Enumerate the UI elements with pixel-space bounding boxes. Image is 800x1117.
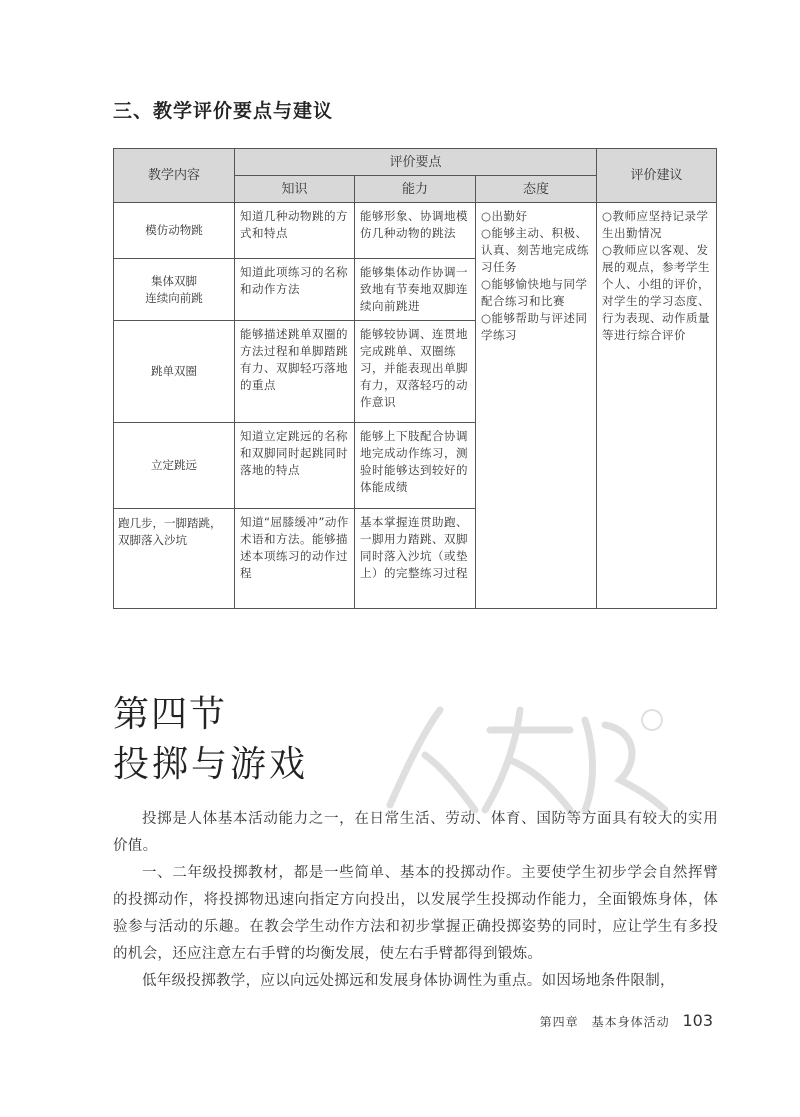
row-ability: 基本掌握连贯助跑、一脚用力踏跳、双脚同时落入沙坑（或垫上）的完整练习过程 (355, 509, 476, 609)
suggestion-item: ○教师应以客观、发展的观点，参考学生个人、小组的评价，对学生的学习态度、行为表现、动作质量等进行综合评价 (602, 243, 710, 342)
row-ability: 能够较协调、连贯地完成跳单、双圈练习，并能表现出单脚有力，双落轻巧的动作意识 (355, 321, 476, 423)
section-title: 投掷与游戏 (113, 744, 309, 785)
table-header-row (114, 149, 717, 176)
header-attitude: 态度 (476, 176, 597, 203)
row-ability: 能够上下肢配合协调地完成动作练习，测验时能够达到较好的体能成绩 (355, 423, 476, 509)
row-content (114, 203, 235, 259)
row-ability: 能够形象、协调地模仿几种动物的跳法 (355, 203, 476, 259)
header-evaluation-points: 评价要点 (235, 149, 597, 176)
attitude-cell (476, 203, 597, 609)
suggestion-cell (597, 203, 717, 609)
section-number: 第四节 (113, 694, 228, 735)
page-footer (540, 1011, 713, 1030)
footer-chapter: 第四章 基本身体活动 (539, 1015, 670, 1029)
header-teaching-content: 教学内容 (114, 149, 235, 203)
attitude-item: ○能够愉快地与同学配合练习和比赛 (481, 277, 588, 308)
row-knowledge: 知道“屈膝缓冲”动作术语和方法。能够描述本项练习的动作过程 (235, 509, 355, 609)
paragraph: 低年级投掷教学，应以向远处掷远和发展身体协调性为重点。如因场地条件限制， (142, 973, 675, 989)
row-content (114, 509, 235, 609)
table-row (114, 203, 717, 259)
suggestion-item: ○教师应坚持记录学生出勤情况 (602, 209, 709, 240)
paragraph: 一、二年级投掷教材，都是一些简单、基本的投掷动作。主要使学生初步学会自然挥臂的投掷动作，将投掷物迅速向指定方向投出，以发展学生投掷动作能力，全面锻炼身体，体验参与活动的乐趣。在教会学生动作方法和初步掌握正确投掷姿势的同时，应让学生有多投的机会，还应注意左右手臂的均衡发展，使左右手臂都得到锻炼。 (113, 865, 718, 962)
row-content-line: 跳单双圈 (151, 364, 197, 378)
row-content-line: 连续向前跳 (145, 290, 203, 305)
row-content-line: 模仿动物跳 (145, 223, 203, 237)
section-heading: 三、教学评价要点与建议 (113, 100, 334, 122)
row-knowledge: 能够描述跳单双圈的方法过程和单脚踏跳有力、双脚轻巧落地的重点 (235, 321, 355, 423)
attitude-item: ○出勤好 (481, 209, 528, 223)
row-content-line: 集体双脚 (151, 273, 197, 288)
row-content-line: 立定跳远 (151, 458, 197, 472)
row-content-line: 跑几步，一脚踏跳， (118, 516, 222, 530)
header-ability: 能力 (355, 176, 476, 203)
attitude-item: ○能够帮助与评述同学练习 (481, 311, 588, 342)
paragraph: 投掷是人体基本活动能力之一，在日常生活、劳动、体育、国防等方面具有较大的实用价值。 (113, 811, 718, 854)
row-content (114, 259, 235, 321)
header-knowledge: 知识 (235, 176, 355, 203)
evaluation-table (113, 148, 717, 609)
row-knowledge: 知道几种动物跳的方式和特点 (235, 203, 355, 259)
row-content-line: 双脚落入沙坑 (118, 533, 187, 547)
row-content (114, 423, 235, 509)
page-number: 103 (682, 1011, 713, 1030)
publisher-watermark-icon (370, 700, 670, 820)
row-content (114, 321, 235, 423)
row-knowledge: 知道立定跳远的名称和双脚同时起跳同时落地的特点 (235, 423, 355, 509)
header-evaluation-suggestion: 评价建议 (597, 149, 717, 203)
row-knowledge: 知道此项练习的名称和动作方法 (235, 259, 355, 321)
attitude-item: ○能够主动、积极、认真、刻苦地完成练习任务 (481, 226, 589, 274)
row-ability: 能够集体动作协调一致地有节奏地双脚连续向前跳进 (355, 259, 476, 321)
